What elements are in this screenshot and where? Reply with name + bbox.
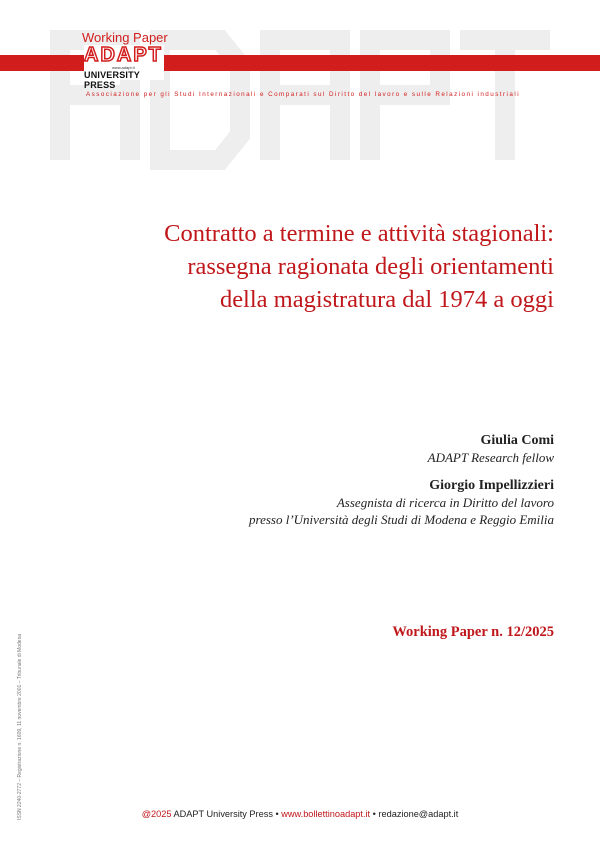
logo-website: www.adapt.it bbox=[112, 65, 135, 70]
issn-registration-note: ISSN 2240-2772 – Registrazione n. 1609, 11 novembre 2001 – Tribunale di Modena bbox=[17, 633, 23, 820]
footer bbox=[0, 809, 600, 819]
paper-title bbox=[34, 217, 554, 316]
footer-separator: • bbox=[370, 809, 379, 819]
author-name: Giulia Comi bbox=[480, 433, 554, 448]
title-line-2: rassegna ragionata degli orientamenti bbox=[187, 253, 554, 280]
title-line-1: Contratto a termine e attività stagionali: bbox=[164, 220, 554, 247]
author-affiliation: presso l’Università degli Studi di Modena e Reggio Emilia bbox=[249, 512, 554, 527]
working-paper-label: Working Paper bbox=[82, 30, 168, 45]
footer-publisher: ADAPT University Press • bbox=[171, 809, 282, 819]
author-affiliation: ADAPT Research fellow bbox=[427, 450, 554, 465]
logo-press-label: UNIVERSITY PRESS bbox=[84, 70, 140, 90]
author-name: Giorgio Impellizzieri bbox=[429, 478, 554, 493]
logo-word: ADAPT bbox=[84, 44, 163, 66]
authors-block bbox=[249, 433, 554, 528]
association-line: Associazione per gli Studi Internazionali e Comparati sul Diritto del lavoro e sulle Relazioni industriali bbox=[86, 91, 521, 98]
adapt-logo bbox=[84, 44, 164, 90]
title-line-3: della magistratura dal 1974 a oggi bbox=[219, 286, 554, 313]
working-paper-number: Working Paper n. 12/2025 bbox=[392, 624, 554, 640]
footer-website-link[interactable]: www.bollettinoadapt.it bbox=[281, 809, 371, 819]
footer-email-link[interactable]: redazione@adapt.it bbox=[378, 809, 459, 819]
footer-copyright: @2025 bbox=[141, 809, 172, 819]
author-affiliation: Assegnista di ricerca in Diritto del lavoro bbox=[336, 495, 554, 510]
